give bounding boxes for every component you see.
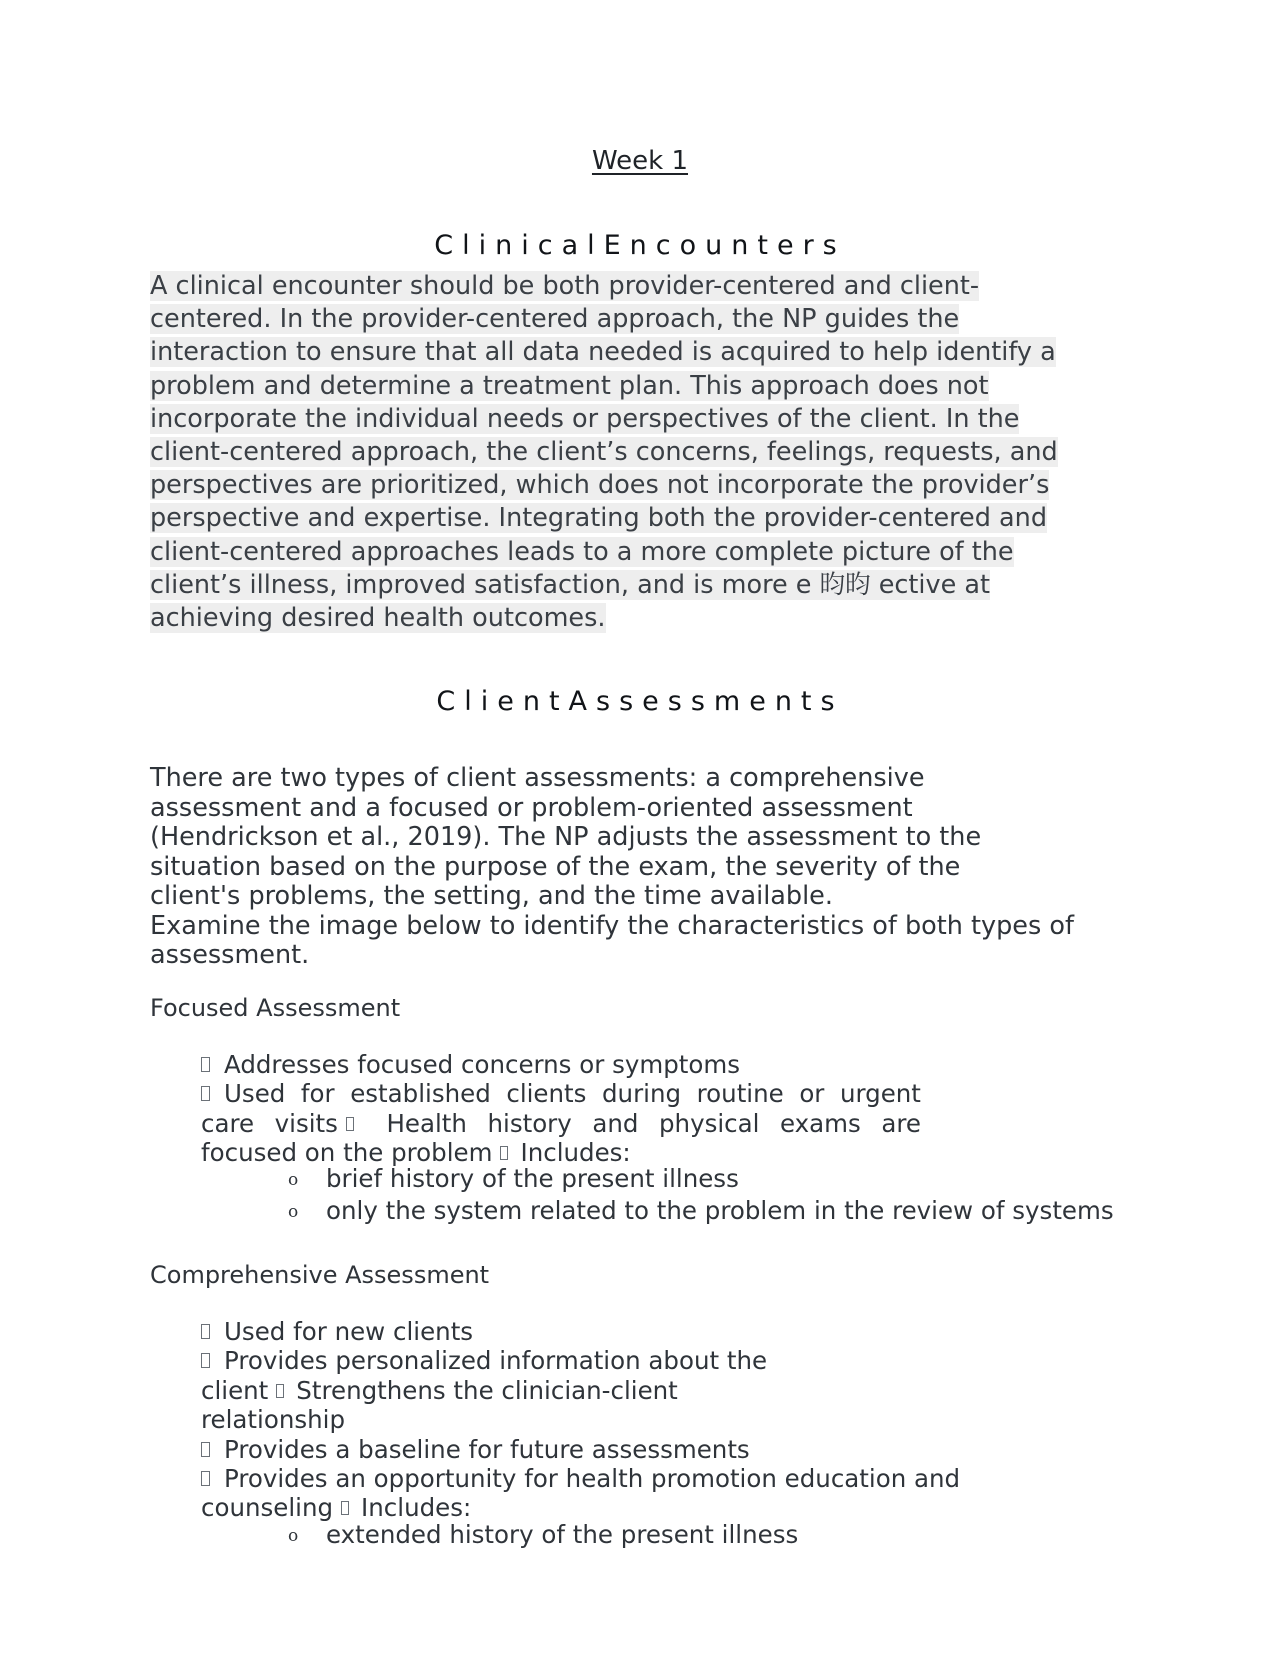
paragraph-line: perspectives are prioritized, which does not incorporate the provider’s [150, 470, 1050, 501]
paragraph-line: interaction to ensure that all data needed is acquired to help identify a [150, 337, 1056, 368]
bullet-box-icon [500, 1146, 508, 1160]
circle-bullet-icon: o [288, 1201, 299, 1222]
paragraph-line: A clinical encounter should be both provider-centered and client- [150, 271, 980, 301]
bullet-box-icon [201, 1324, 210, 1339]
paragraph-line: There are two types of client assessments: a comprehensive [150, 763, 925, 793]
list-item: Used for established clients during routine or urgent [201, 1079, 921, 1108]
clinical-encounters-paragraph [150, 270, 1150, 635]
list-item-continuation: care visits Health history and physical exams are [201, 1108, 921, 1138]
bullet-box-icon [201, 1057, 210, 1072]
bullet-box-icon [346, 1117, 354, 1131]
focused-assessment-heading: Focused Assessment [150, 994, 401, 1022]
paragraph-line: (Hendrickson et al., 2019). The NP adjusts the assessment to the [150, 822, 982, 852]
paragraph-line: achieving desired health outcomes. [150, 603, 606, 634]
paragraph-line: client-centered approach, the client’s concerns, feelings, requests, and [150, 437, 1058, 468]
focused-includes-list [288, 1164, 1114, 1228]
paragraph-line: perspective and expertise. Integrating both the provider-centered and [150, 503, 1048, 534]
bullet-box-icon [201, 1471, 210, 1486]
comprehensive-assessment-list [201, 1317, 960, 1523]
paragraph-line: client's problems, the setting, and the time available. [150, 881, 833, 911]
paragraph-line: assessment and a focused or problem-oriented assessment [150, 792, 913, 823]
paragraph-line: centered. In the provider-centered approach, the NP guides the [150, 304, 960, 335]
paragraph-line: situation based on the purpose of the exam, the severity of the [150, 851, 961, 882]
list-item: o extended history of the present illness [288, 1520, 798, 1552]
paragraph-line: client-centered approaches leads to a more complete picture of the [150, 536, 1014, 567]
comprehensive-includes-list [288, 1520, 798, 1552]
clinical-encounters-heading: ClinicalEncounters [434, 230, 846, 261]
bullet-box-icon [341, 1501, 349, 1515]
list-item: Provides an opportunity for health promotion education and [201, 1464, 960, 1493]
client-assessments-paragraph [150, 764, 1160, 971]
list-item-continuation: focused on the problem Includes: [201, 1138, 631, 1168]
page-title: Week 1 [591, 146, 689, 176]
comprehensive-assessment-heading: Comprehensive Assessment [150, 1261, 490, 1289]
bullet-box-icon [276, 1384, 284, 1398]
bullet-box-icon [201, 1086, 210, 1101]
bullet-box-icon [201, 1442, 210, 1457]
list-item: o only the system related to the problem in the review of systems [288, 1196, 1114, 1228]
list-item-continuation: relationship [201, 1405, 346, 1435]
paragraph-line: incorporate the individual needs or perspectives of the client. In the [150, 403, 1020, 434]
list-item: o brief history of the present illness [288, 1164, 1114, 1196]
list-item: Provides personalized information about the [201, 1346, 960, 1375]
list-item: Provides a baseline for future assessments [201, 1435, 960, 1464]
list-item-continuation: counseling Includes: [201, 1493, 472, 1523]
paragraph-line: client’s illness, improved satisfaction, and is more e 昀昀 ective at [150, 569, 991, 600]
circle-bullet-icon: o [288, 1170, 299, 1190]
focused-assessment-list [201, 1050, 921, 1168]
paragraph-line: problem and determine a treatment plan. This approach does not [150, 370, 989, 401]
list-item-continuation: client Strengthens the clinician-client [201, 1375, 678, 1405]
circle-bullet-icon: o [288, 1526, 299, 1546]
client-assessments-heading: ClientAssessments [436, 686, 844, 717]
list-item: Used for new clients [201, 1317, 960, 1346]
list-item: Addresses focused concerns or symptoms [201, 1050, 921, 1079]
bullet-box-icon [201, 1353, 210, 1368]
paragraph-line: assessment. [150, 940, 310, 970]
paragraph-line: Examine the image below to identify the characteristics of both types of [150, 910, 1074, 941]
